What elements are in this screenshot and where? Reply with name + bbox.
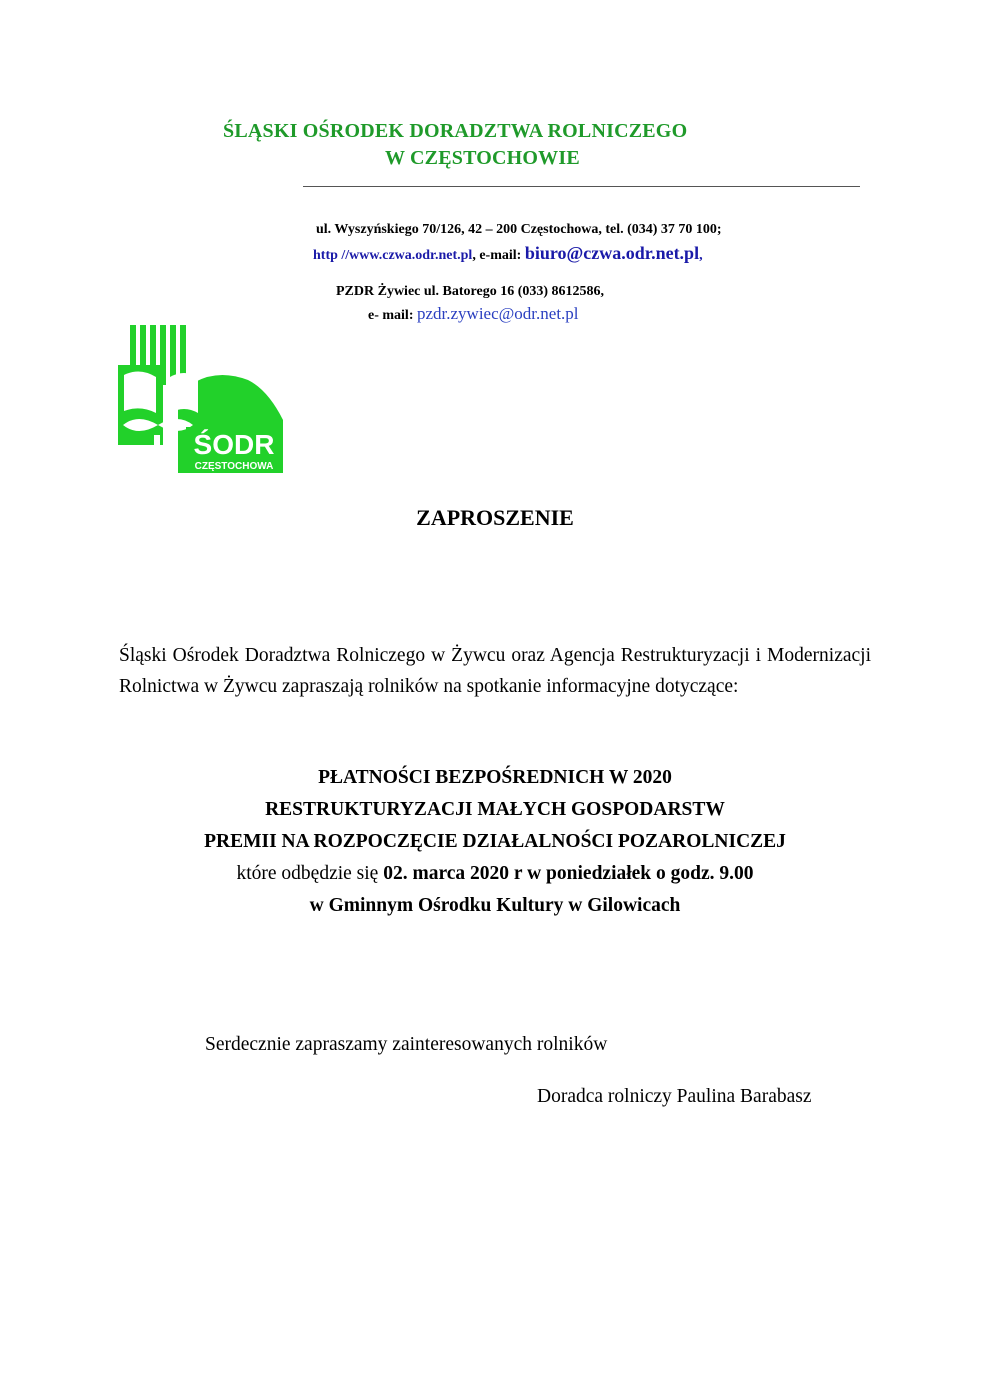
pzdr-email-line <box>368 304 579 324</box>
date-detail: 02. marca 2020 r w poniedziałek o godz. 9.00 <box>383 863 754 884</box>
logo-subtext: CZĘSTOCHOWA <box>194 461 274 472</box>
document-title: ZAPROSZENIE <box>416 505 574 530</box>
topic-3: PREMII NA ROZPOCZĘCIE DZIAŁALNOŚCI POZAROLNICZEJ <box>204 831 786 852</box>
logo-text: ŚODR <box>193 429 275 460</box>
signature: Doradca rolniczy Paulina Barabasz <box>537 1086 812 1107</box>
web-email-line <box>313 243 703 264</box>
pzdr-address-line: PZDR Żywiec ul. Batorego 16 (033) 8612586, <box>336 284 605 299</box>
email-label: , e-mail: <box>472 248 525 263</box>
address-line: ul. Wyszyńskiego 70/126, 42 – 200 Częstochowa, tel. (034) 37 70 100; <box>316 222 722 237</box>
closing-line: Serdecznie zapraszamy zainteresowanych rolników <box>205 1034 608 1055</box>
header-divider <box>303 186 860 187</box>
event-venue: w Gminnym Ośrodku Kultury w Gilowicach <box>309 895 681 916</box>
event-details <box>0 762 990 922</box>
sodr-logo <box>118 325 283 473</box>
event-date-line <box>0 858 990 890</box>
email-link[interactable]: biuro@czwa.odr.net.pl <box>524 243 700 263</box>
pzdr-email-link[interactable]: pzdr.zywiec@odr.net.pl <box>416 304 579 323</box>
date-prefix: które odbędzie się <box>236 863 384 884</box>
org-name-line2: W CZĘSTOCHOWIE <box>385 147 580 169</box>
intro-paragraph: Śląski Ośrodek Doradztwa Rolniczego w Żywcu oraz Agencja Restrukturyzacji i Modernizacji Rolnictwa w Żywcu zapraszają rolników na spotkanie informacyjne dotyczące: <box>119 645 871 697</box>
pzdr-email-label: e- mail: <box>368 308 417 323</box>
topic-1: PŁATNOŚCI BEZPOŚREDNICH W 2020 <box>318 767 672 788</box>
org-name-line1: ŚLĄSKI OŚRODEK DORADZTWA ROLNICZEGO <box>223 120 688 142</box>
website-link[interactable]: http //www.czwa.odr.net.pl <box>313 248 473 263</box>
topic-2: RESTRUKTURYZACJI MAŁYCH GOSPODARSTW <box>265 799 725 820</box>
sodr-logo-graphic <box>118 325 283 473</box>
email-suffix: , <box>699 248 703 263</box>
